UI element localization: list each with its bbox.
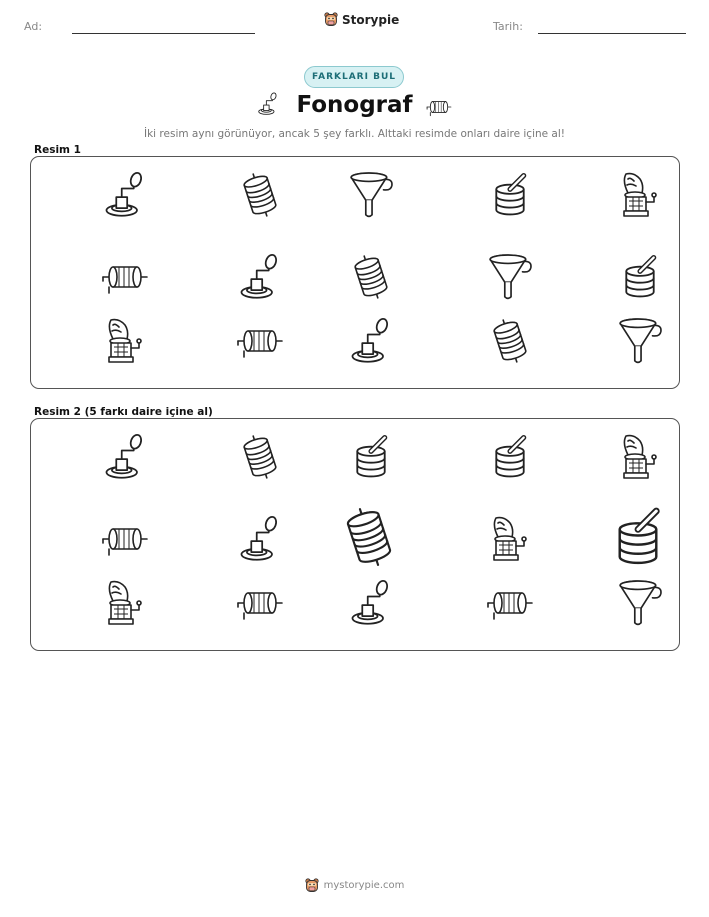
picture2-cylinder-icon[interactable] — [337, 505, 401, 569]
bear-mascot-icon — [305, 878, 319, 893]
footer-url: mystorypie.com — [323, 880, 405, 891]
picture1-funnel-icon — [616, 317, 664, 365]
picture2-crank-icon[interactable] — [236, 515, 284, 563]
picture1-funnel-icon — [347, 171, 395, 219]
instructions: İki resim aynı görünüyor, ancak 5 şey farklı. Alttaki resimde onları daire içine al! — [144, 128, 565, 140]
picture1-crank-icon — [101, 171, 149, 219]
picture1-cup-icon — [486, 171, 534, 219]
bear-mascot-icon — [324, 12, 338, 27]
picture1-cylinder-icon — [236, 171, 284, 219]
picture2-gramophone-icon[interactable] — [486, 515, 534, 563]
picture2-cup-icon[interactable] — [347, 433, 395, 481]
picture2-gramophone-icon[interactable] — [101, 579, 149, 627]
picture1-roller-icon — [101, 253, 149, 301]
picture1-crank-icon — [347, 317, 395, 365]
picture2-funnel-icon[interactable] — [616, 579, 664, 627]
picture2-cup-icon[interactable] — [486, 433, 534, 481]
picture1-cup-icon — [616, 253, 664, 301]
picture1-roller-icon — [236, 317, 284, 365]
page-title: Fonograf — [296, 92, 413, 118]
name-line[interactable] — [72, 33, 255, 34]
picture2-cup-icon[interactable] — [606, 505, 670, 569]
picture1-panel — [30, 156, 680, 389]
activity-badge: FARKLARI BUL — [304, 66, 404, 88]
picture1-funnel-icon — [486, 253, 534, 301]
brand-name: Storypie — [342, 12, 400, 27]
picture1-gramophone-icon — [616, 171, 664, 219]
picture1-gramophone-icon — [101, 317, 149, 365]
picture1-cylinder-icon — [486, 317, 534, 365]
footer — [0, 878, 709, 893]
picture2-gramophone-icon[interactable] — [616, 433, 664, 481]
picture1-label: Resim 1 — [34, 144, 81, 156]
roller-icon — [426, 94, 452, 125]
picture2-roller-icon[interactable] — [101, 515, 149, 563]
picture2-crank-icon[interactable] — [347, 579, 395, 627]
picture2-label: Resim 2 (5 farkı daire içine al) — [34, 406, 213, 418]
picture2-panel[interactable] — [30, 418, 680, 651]
picture2-roller-icon[interactable] — [486, 579, 534, 627]
brand-logo — [324, 12, 399, 27]
name-label: Ad: — [24, 20, 43, 33]
date-label: Tarih: — [493, 20, 523, 33]
picture1-cylinder-icon — [347, 253, 395, 301]
picture1-crank-icon — [236, 253, 284, 301]
picture2-roller-icon[interactable] — [236, 579, 284, 627]
picture2-crank-icon[interactable] — [101, 433, 149, 481]
date-line[interactable] — [538, 33, 686, 34]
picture2-cylinder-icon[interactable] — [236, 433, 284, 481]
